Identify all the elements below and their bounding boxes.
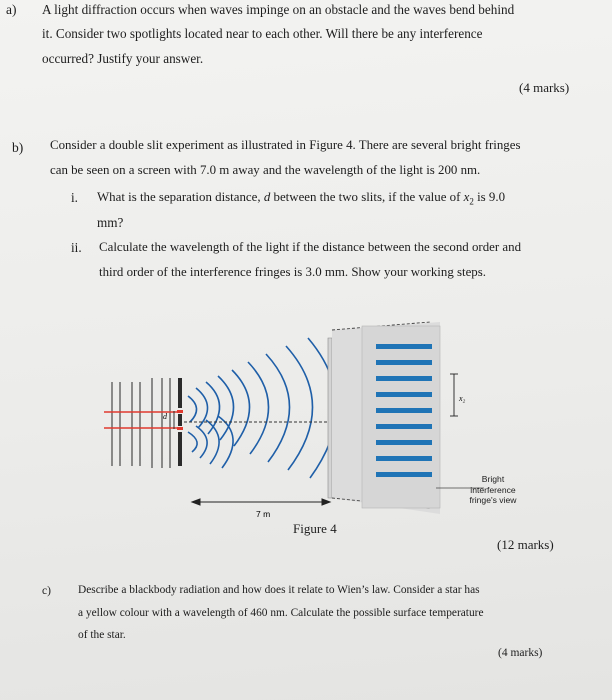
- variable-x-subscript: 2: [469, 196, 474, 207]
- fringe: [376, 392, 432, 397]
- question-c-line-2: a yellow colour with a wavelength of 460 nm. Calculate the possible surface temperature: [78, 607, 484, 619]
- question-a-label: a): [6, 2, 17, 17]
- sub-question-i-line-1: [97, 186, 505, 214]
- question-c-line-1: Describe a blackbody radiation and how does it relate to Wien’s law. Consider a star has: [78, 584, 480, 596]
- x2-dimension-marker: [450, 374, 458, 416]
- distance-arrow: [192, 499, 330, 505]
- question-b-label: b): [12, 140, 24, 155]
- sub-question-i-text-b: between the two slits, if the value of: [273, 190, 461, 204]
- question-a-marks: (4 marks): [519, 80, 570, 95]
- sub-question-i-text-a: What is the separation distance,: [97, 190, 261, 204]
- fringe: [376, 472, 432, 477]
- sub-question-ii-label: ii.: [71, 240, 82, 255]
- variable-d: d: [263, 190, 271, 204]
- fringe: [376, 344, 432, 349]
- question-c-label: c): [42, 585, 51, 597]
- question-b-marks: (12 marks): [497, 537, 554, 552]
- diffracted-wavefronts: [188, 338, 337, 478]
- sub-question-i-label: i.: [71, 190, 78, 205]
- variable-x: x: [463, 190, 470, 204]
- distance-label: 7 m: [256, 509, 271, 519]
- question-a-line-2: it. Consider two spotlights located near to each other. Will there be any interference: [42, 26, 483, 41]
- sub-question-i-line-2: mm?: [97, 215, 124, 230]
- fringe: [376, 440, 432, 445]
- fringe-caption-line-2: interference: [470, 484, 516, 495]
- fringe: [376, 424, 432, 429]
- fringe-view-panel: [362, 326, 440, 508]
- figure-caption: Figure 4: [293, 521, 337, 536]
- x2-label: x₂: [459, 394, 466, 403]
- fringe-caption-line-1: Bright: [481, 474, 505, 484]
- sub-question-ii-line-2: third order of the interference fringes is 3.0 mm. Show your working steps.: [99, 265, 486, 279]
- fringe: [376, 360, 432, 365]
- sub-question-ii-line-1: Calculate the wavelength of the light if the distance between the second order and: [99, 240, 522, 254]
- sub-question-i-text-c: is 9.0: [477, 190, 506, 204]
- question-b-line-2: can be seen on a screen with 7.0 m away and the wavelength of the light is 200 nm.: [50, 163, 481, 177]
- fringe: [376, 408, 432, 413]
- question-a-line-3: occurred? Justify your answer.: [42, 51, 204, 66]
- question-b-line-1: Consider a double slit experiment as illustrated in Figure 4. There are several bright fringes: [50, 138, 521, 152]
- bright-fringes: [376, 344, 432, 477]
- question-c-line-3: of the star.: [78, 629, 126, 641]
- question-a-line-1: A light diffraction occurs when waves impinge on an obstacle and the waves bend behind: [42, 2, 515, 17]
- fringe: [376, 456, 432, 461]
- incident-light-rays: [112, 378, 170, 468]
- fringe-view-caption: [462, 474, 524, 506]
- question-c-marks: (4 marks): [498, 647, 543, 659]
- fringe-caption-line-3: fringe's view: [469, 495, 517, 505]
- slit-barrier: [177, 378, 183, 466]
- d-label: d: [163, 412, 167, 421]
- fringe: [376, 376, 432, 381]
